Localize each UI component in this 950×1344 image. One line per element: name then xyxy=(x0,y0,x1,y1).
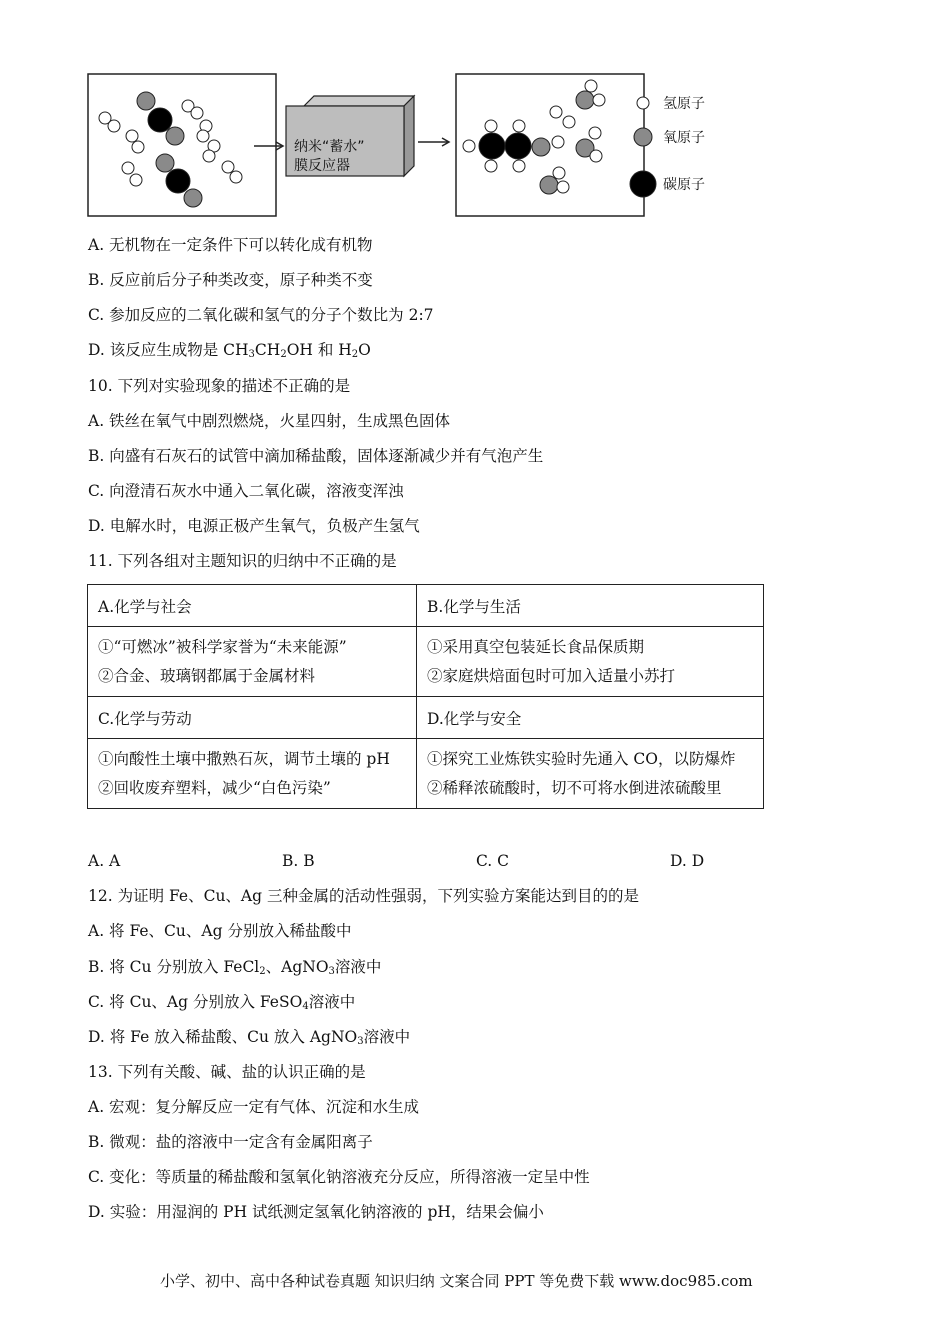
text: C. 将 Cu、Ag 分别放入 FeSO xyxy=(88,993,303,1011)
subscript: 3 xyxy=(248,349,255,360)
text: D. 将 Fe 放入稀盐酸、Cu 放入 AgNO xyxy=(88,1028,358,1046)
q11-option-b: B. B xyxy=(282,852,315,870)
cell-a-item-1: ①“可燃冰”被科学家誉为“未来能源” xyxy=(98,637,347,656)
q10-option-d: D. 电解水时，电源正极产生氧气，负极产生氢气 xyxy=(88,517,420,535)
q9-option-b: B. 反应前后分子种类改变，原子种类不变 xyxy=(88,271,373,289)
q13-option-b: B. 微观：盐的溶液中一定含有金属阳离子 xyxy=(88,1133,373,1151)
subscript: 4 xyxy=(302,1001,309,1012)
text: OH 和 H xyxy=(286,341,352,359)
q13-option-a: A. 宏观：复分解反应一定有气体、沉淀和水生成 xyxy=(88,1098,420,1116)
text: CH xyxy=(254,341,281,359)
q13-option-d: D. 实验：用湿润的 PH 试纸测定氢氧化钠溶液的 pH，结果会偏小 xyxy=(88,1203,544,1221)
text: 、AgNO xyxy=(265,958,329,976)
q10-option-a: A. 铁丝在氧气中剧烈燃烧，火星四射，生成黑色固体 xyxy=(88,412,451,430)
legend-carbon: 碳原子 xyxy=(663,177,705,193)
reactor-label-line1: 纳米“蓄水” xyxy=(294,139,365,155)
q9-option-d xyxy=(88,340,371,360)
cell-d-item-2: ②稀释浓硫酸时，切不可将水倒进浓硫酸里 xyxy=(427,778,722,797)
subscript: 3 xyxy=(357,1036,364,1047)
q11-table xyxy=(87,584,764,809)
cell-b-body xyxy=(417,627,764,697)
cell-b-item-1: ①采用真空包装延长食品保质期 xyxy=(427,637,645,656)
q11-option-c: C. C xyxy=(476,852,510,870)
arrow-right-icon xyxy=(418,138,449,146)
q9-option-a: A. 无机物在一定条件下可以转化成有机物 xyxy=(88,236,373,254)
cell-a-body xyxy=(88,627,417,697)
subscript: 2 xyxy=(280,349,287,360)
q11-option-d: D. D xyxy=(670,852,705,870)
q11-options xyxy=(88,852,788,872)
q11-stem: 11. 下列各组对主题知识的归纳中不正确的是 xyxy=(88,552,397,570)
text: 溶液中 xyxy=(308,993,356,1011)
cell-b-title: B.化学与生活 xyxy=(417,585,764,627)
q10-option-c: C. 向澄清石灰水中通入二氧化碳，溶液变浑浊 xyxy=(88,482,404,500)
oxygen-atom-icon xyxy=(634,128,652,146)
q10-stem: 10. 下列对实验现象的描述不正确的是 xyxy=(88,377,351,395)
reactor-label xyxy=(294,138,365,176)
cell-d-item-1: ①探究工业炼铁实验时先通入 CO，以防爆炸 xyxy=(427,749,736,768)
cell-a-item-2: ②合金、玻璃钢都属于金属材料 xyxy=(98,666,316,685)
reactants-box xyxy=(88,74,276,216)
cell-c-title: C.化学与劳动 xyxy=(88,697,417,739)
q12-option-b xyxy=(88,957,381,977)
cell-b-item-2: ②家庭烘焙面包时可加入适量小苏打 xyxy=(427,666,676,685)
legend-hydrogen: 氢原子 xyxy=(663,96,705,112)
carbon-atom-icon xyxy=(630,171,656,197)
text: D. 该反应生成物是 CH xyxy=(88,341,249,359)
legend-oxygen: 氧原子 xyxy=(663,130,705,146)
q12-option-c xyxy=(88,992,355,1012)
page-footer: 小学、初中、高中各种试卷真题 知识归纳 文案合同 PPT 等免费下载 www.doc985.com xyxy=(160,1272,753,1290)
cell-c-item-1: ①向酸性土壤中撒熟石灰，调节土壤的 pH xyxy=(98,749,390,768)
q9-option-c: C. 参加反应的二氧化碳和氢气的分子个数比为 2:7 xyxy=(88,306,434,324)
cell-d-title: D.化学与安全 xyxy=(417,697,764,739)
q12-option-d xyxy=(88,1027,410,1047)
q12-stem: 12. 为证明 Fe、Cu、Ag 三种金属的活动性强弱，下列实验方案能达到目的的是 xyxy=(88,887,639,905)
q13-stem: 13. 下列有关酸、碱、盐的认识正确的是 xyxy=(88,1063,366,1081)
text: B. 将 Cu 分别放入 FeCl xyxy=(88,958,260,976)
text: 溶液中 xyxy=(334,958,382,976)
text: O xyxy=(358,341,371,359)
q13-option-c: C. 变化：等质量的稀盐酸和氢氧化钠溶液充分反应，所得溶液一定呈中性 xyxy=(88,1168,590,1186)
q12-option-a: A. 将 Fe、Cu、Ag 分别放入稀盐酸中 xyxy=(88,922,352,940)
reactor-label-line2: 膜反应器 xyxy=(294,158,350,174)
hydrogen-atom-icon xyxy=(637,97,649,109)
cell-d-body xyxy=(417,739,764,809)
text: 溶液中 xyxy=(363,1028,411,1046)
q10-option-b: B. 向盛有石灰石的试管中滴加稀盐酸，固体逐渐减少并有气泡产生 xyxy=(88,447,544,465)
subscript: 3 xyxy=(328,966,335,977)
cell-a-title: A.化学与社会 xyxy=(88,585,417,627)
subscript: 2 xyxy=(259,966,266,977)
subscript: 2 xyxy=(351,349,359,360)
cell-c-item-2: ②回收废弃塑料，减少“白色污染” xyxy=(98,778,331,797)
q11-option-a: A. A xyxy=(88,852,121,870)
cell-c-body xyxy=(88,739,417,809)
